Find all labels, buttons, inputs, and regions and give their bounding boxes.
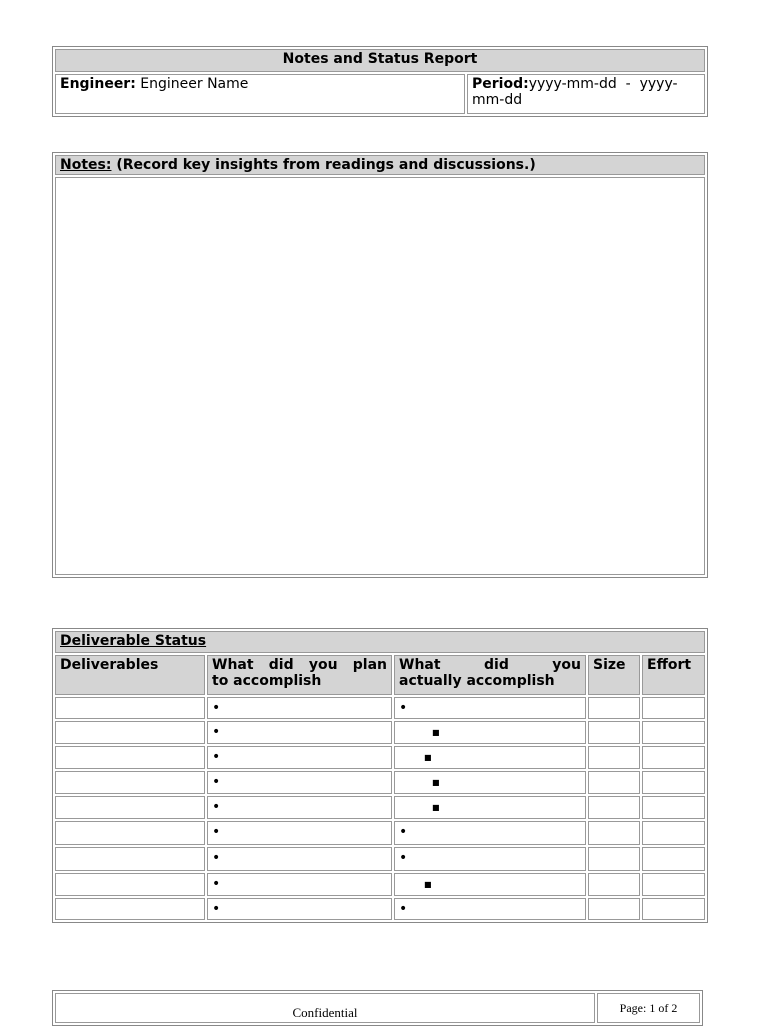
period-value: yyyy-mm-dd - yyyy-mm-dd — [472, 76, 678, 108]
bullet-dot-icon: • — [212, 749, 221, 765]
size-cell[interactable] — [588, 898, 640, 920]
col-actual-line2: actually accomplish — [399, 673, 555, 689]
table-row — [55, 847, 705, 871]
deliverable-cell[interactable] — [55, 873, 205, 896]
size-cell[interactable] — [588, 746, 640, 769]
plan-cell[interactable] — [207, 847, 392, 871]
effort-cell[interactable] — [642, 847, 705, 871]
deliverable-cell[interactable] — [55, 771, 205, 794]
col-actual — [394, 655, 586, 695]
size-cell[interactable] — [588, 697, 640, 719]
size-cell[interactable] — [588, 721, 640, 744]
actual-cell[interactable] — [394, 873, 586, 896]
bullet-dot-icon: • — [212, 799, 221, 815]
engineer-cell[interactable] — [55, 74, 465, 114]
table-row — [55, 771, 705, 794]
size-cell[interactable] — [588, 847, 640, 871]
size-cell[interactable] — [588, 771, 640, 794]
plan-cell[interactable] — [207, 796, 392, 819]
col-effort: Effort — [642, 655, 705, 695]
deliverable-cell[interactable] — [55, 847, 205, 871]
bullet-dot-icon: • — [212, 700, 221, 716]
bullet-dot-icon: • — [212, 724, 221, 740]
bullet-square-icon: ■ — [432, 778, 440, 787]
notes-header — [55, 155, 705, 175]
notes-label: Notes: — [60, 157, 112, 173]
deliverable-status-table — [52, 628, 708, 923]
page-number: Page: 1 of 2 — [597, 993, 700, 1023]
size-cell[interactable] — [588, 821, 640, 845]
effort-cell[interactable] — [642, 697, 705, 719]
bullet-square-icon: ■ — [432, 803, 440, 812]
effort-cell[interactable] — [642, 771, 705, 794]
plan-cell[interactable] — [207, 873, 392, 896]
table-row — [55, 746, 705, 769]
deliverable-cell[interactable] — [55, 697, 205, 719]
col-size: Size — [588, 655, 640, 695]
effort-cell[interactable] — [642, 746, 705, 769]
bullet-dot-icon: • — [399, 700, 408, 716]
actual-cell[interactable] — [394, 796, 586, 819]
page-footer-table — [52, 990, 703, 1026]
report-title: Notes and Status Report — [55, 49, 705, 72]
table-row — [55, 821, 705, 845]
period-cell[interactable] — [467, 74, 705, 114]
col-actual-line1: What did you — [399, 657, 581, 673]
col-deliverables: Deliverables — [55, 655, 205, 695]
bullet-dot-icon: • — [399, 901, 408, 917]
period-label: Period: — [472, 76, 529, 92]
bullet-dot-icon: • — [212, 850, 221, 866]
col-plan-line2: to accomplish — [212, 673, 322, 689]
bullet-dot-icon: • — [399, 850, 408, 866]
plan-cell[interactable] — [207, 697, 392, 719]
effort-cell[interactable] — [642, 898, 705, 920]
actual-cell[interactable] — [394, 771, 586, 794]
bullet-square-icon: ■ — [424, 880, 432, 889]
effort-cell[interactable] — [642, 721, 705, 744]
deliverable-cell[interactable] — [55, 898, 205, 920]
plan-cell[interactable] — [207, 771, 392, 794]
table-row — [55, 796, 705, 819]
deliverable-cell[interactable] — [55, 796, 205, 819]
col-plan — [207, 655, 392, 695]
notes-instruction: (Record key insights from readings and discussions.) — [116, 157, 536, 173]
plan-cell[interactable] — [207, 746, 392, 769]
bullet-square-icon: ■ — [424, 753, 432, 762]
effort-cell[interactable] — [642, 873, 705, 896]
bullet-dot-icon: • — [399, 824, 408, 840]
actual-cell[interactable] — [394, 821, 586, 845]
bullet-square-icon: ■ — [432, 728, 440, 737]
actual-cell[interactable] — [394, 746, 586, 769]
bullet-dot-icon: • — [212, 774, 221, 790]
plan-cell[interactable] — [207, 821, 392, 845]
bullet-dot-icon: • — [212, 876, 221, 892]
actual-cell[interactable] — [394, 697, 586, 719]
actual-cell[interactable] — [394, 898, 586, 920]
plan-cell[interactable] — [207, 898, 392, 920]
actual-cell[interactable] — [394, 721, 586, 744]
notes-body[interactable] — [55, 177, 705, 575]
effort-cell[interactable] — [642, 796, 705, 819]
table-row — [55, 898, 705, 920]
size-cell[interactable] — [588, 796, 640, 819]
bullet-dot-icon: • — [212, 824, 221, 840]
actual-cell[interactable] — [394, 847, 586, 871]
deliverable-cell[interactable] — [55, 821, 205, 845]
deliverable-status-title-text: Deliverable Status — [60, 633, 207, 649]
deliverable-cell[interactable] — [55, 746, 205, 769]
bullet-dot-icon: • — [212, 901, 221, 917]
size-cell[interactable] — [588, 873, 640, 896]
table-row — [55, 697, 705, 719]
confidential-label: Confidential — [55, 993, 595, 1023]
engineer-label: Engineer: — [60, 76, 136, 92]
notes-table — [52, 152, 708, 578]
plan-cell[interactable] — [207, 721, 392, 744]
report-header-table — [52, 46, 708, 117]
engineer-name: Engineer Name — [140, 76, 249, 92]
table-row — [55, 873, 705, 896]
deliverable-status-title — [55, 631, 705, 653]
table-row — [55, 721, 705, 744]
effort-cell[interactable] — [642, 821, 705, 845]
deliverable-cell[interactable] — [55, 721, 205, 744]
col-plan-line1: What did you plan — [212, 657, 387, 673]
